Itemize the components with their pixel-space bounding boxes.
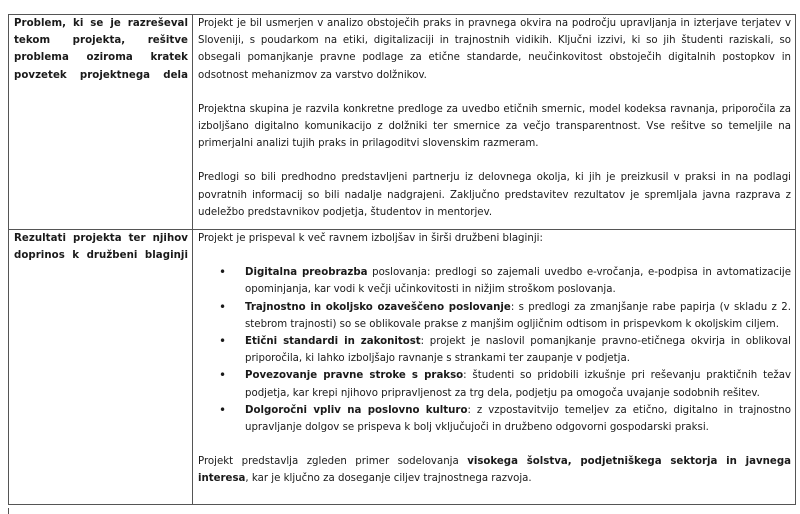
paragraph: Projektna skupina je razvila konkretne predloge za uvedbo etičnih smernic, model kodeksa ravnanja, priporočila za izboljšano digitalno komunikacijo z dolžniki ter smernice za večjo transparentnost. Vse rešitve so temeljile na primerjalni analizi tujih praks in prilagoditvi slovenskim razmeram. xyxy=(198,103,791,150)
closing-text-start: Projekt predstavlja zgleden primer sodelovanja xyxy=(198,456,468,468)
intro-paragraph: Projekt je prispeval k več ravnem izboljšav in širši družbeni blaginji: xyxy=(198,233,543,244)
row-content-cell xyxy=(193,15,796,230)
bullet-text: : projekt je naslovil pomanjkanje pravno-etičnega okvirja in oblikoval priporočila, ki lahko izboljšajo ravnanje s strankami ter zaupanje v podjetja. xyxy=(245,336,791,365)
list-item xyxy=(245,333,791,367)
bullet-text: poslovanja: predlogi so zajemali uvedbo e-vročanja, e-podpisa in avtomatizacije opominjanja, kar vodi k večji učinkovitosti in nižjim stroškom poslovanja. xyxy=(245,267,791,296)
closing-emphasis: visokega šolstva, podjetniškega sektorja in javnega interesa xyxy=(198,456,791,485)
row-label-results: Rezultati projekta ter njihov doprinos k družbeni blaginji xyxy=(14,233,188,262)
list-item xyxy=(245,367,791,401)
next-table-border xyxy=(8,508,9,514)
bullet-text: : z vzpostavitvijo temeljev za etično, digitalno in trajnostno upravljanje dolgov se prispeva k bolj vključujoči in družbeno odgovorni gospodarski praksi. xyxy=(245,404,791,434)
bullet-heading: Trajnostno in okoljsko ozaveščeno poslovanje xyxy=(245,301,511,313)
list-item xyxy=(245,402,791,436)
list-item xyxy=(245,264,791,298)
bullet-text: : študenti so pridobili izkušnje pri reševanju praktičnih težav podjetja, kar krepi njihovo pripravljenost za trg dela, podjetju pa omogoča uvajanje sodobnih rešitev. xyxy=(245,370,791,399)
bullet-heading: Povezovanje pravne stroke s prakso xyxy=(245,370,464,382)
row-label-cell xyxy=(9,230,193,505)
closing-paragraph xyxy=(198,453,791,487)
bullet-heading: Etični standardi in zakonitost xyxy=(245,336,421,348)
closing-text-end: , kar je ključno za doseganje ciljev trajnostnega razvoja. xyxy=(245,473,532,485)
bullet-heading: Digitalna preobrazba xyxy=(245,267,368,279)
project-summary-table xyxy=(8,14,796,505)
list-item xyxy=(245,299,791,333)
bullet-heading: Dolgoročni vpliv na poslovno kulturo xyxy=(245,404,468,416)
row-label-cell xyxy=(9,15,193,230)
paragraph: Projekt je bil usmerjen v analizo obstoječih praks in pravnega okvira na področju upravljanja in izterjave terjatev v Sloveniji, s poudarkom na etiki, digitalizaciji in trajnostnih vidikih. Ključni izzivi, ki so jih študenti raziskali, so obsegali pomanjkanje pravne podlage za etične standarde, neučinkovitost obstoječih digitalnih postopkov in odsotnost mehanizmov za varstvo dolžnikov. xyxy=(198,18,791,81)
bullet-text: : s predlogi za zmanjšanje rabe papirja (v skladu z 2. stebrom trajnosti) so se oblikovale prakse z manjšim ogljičnim odtisom in prispevkom k okoljskim ciljem. xyxy=(245,301,791,330)
paragraph: Predlogi so bili predhodno predstavljeni partnerju iz delovnega okolja, ki jih je preizkusil v praksi in na podlagi povratnih informacij so bili nadalje nadgrajeni. Zaključno predstavitev rezultatov je spremljala javna razprava z udeležbo predstavnikov podjetja, študentov in mentorjev. xyxy=(198,172,791,218)
results-bullet-list xyxy=(198,264,791,436)
table-row-results xyxy=(9,230,796,505)
row-content-cell xyxy=(193,230,796,505)
table-row-problem xyxy=(9,15,796,230)
row-label-problem: Problem, ki se je razreševal tekom projekta, rešitve problema oziroma kratek povzetek projektnega dela xyxy=(14,18,188,81)
